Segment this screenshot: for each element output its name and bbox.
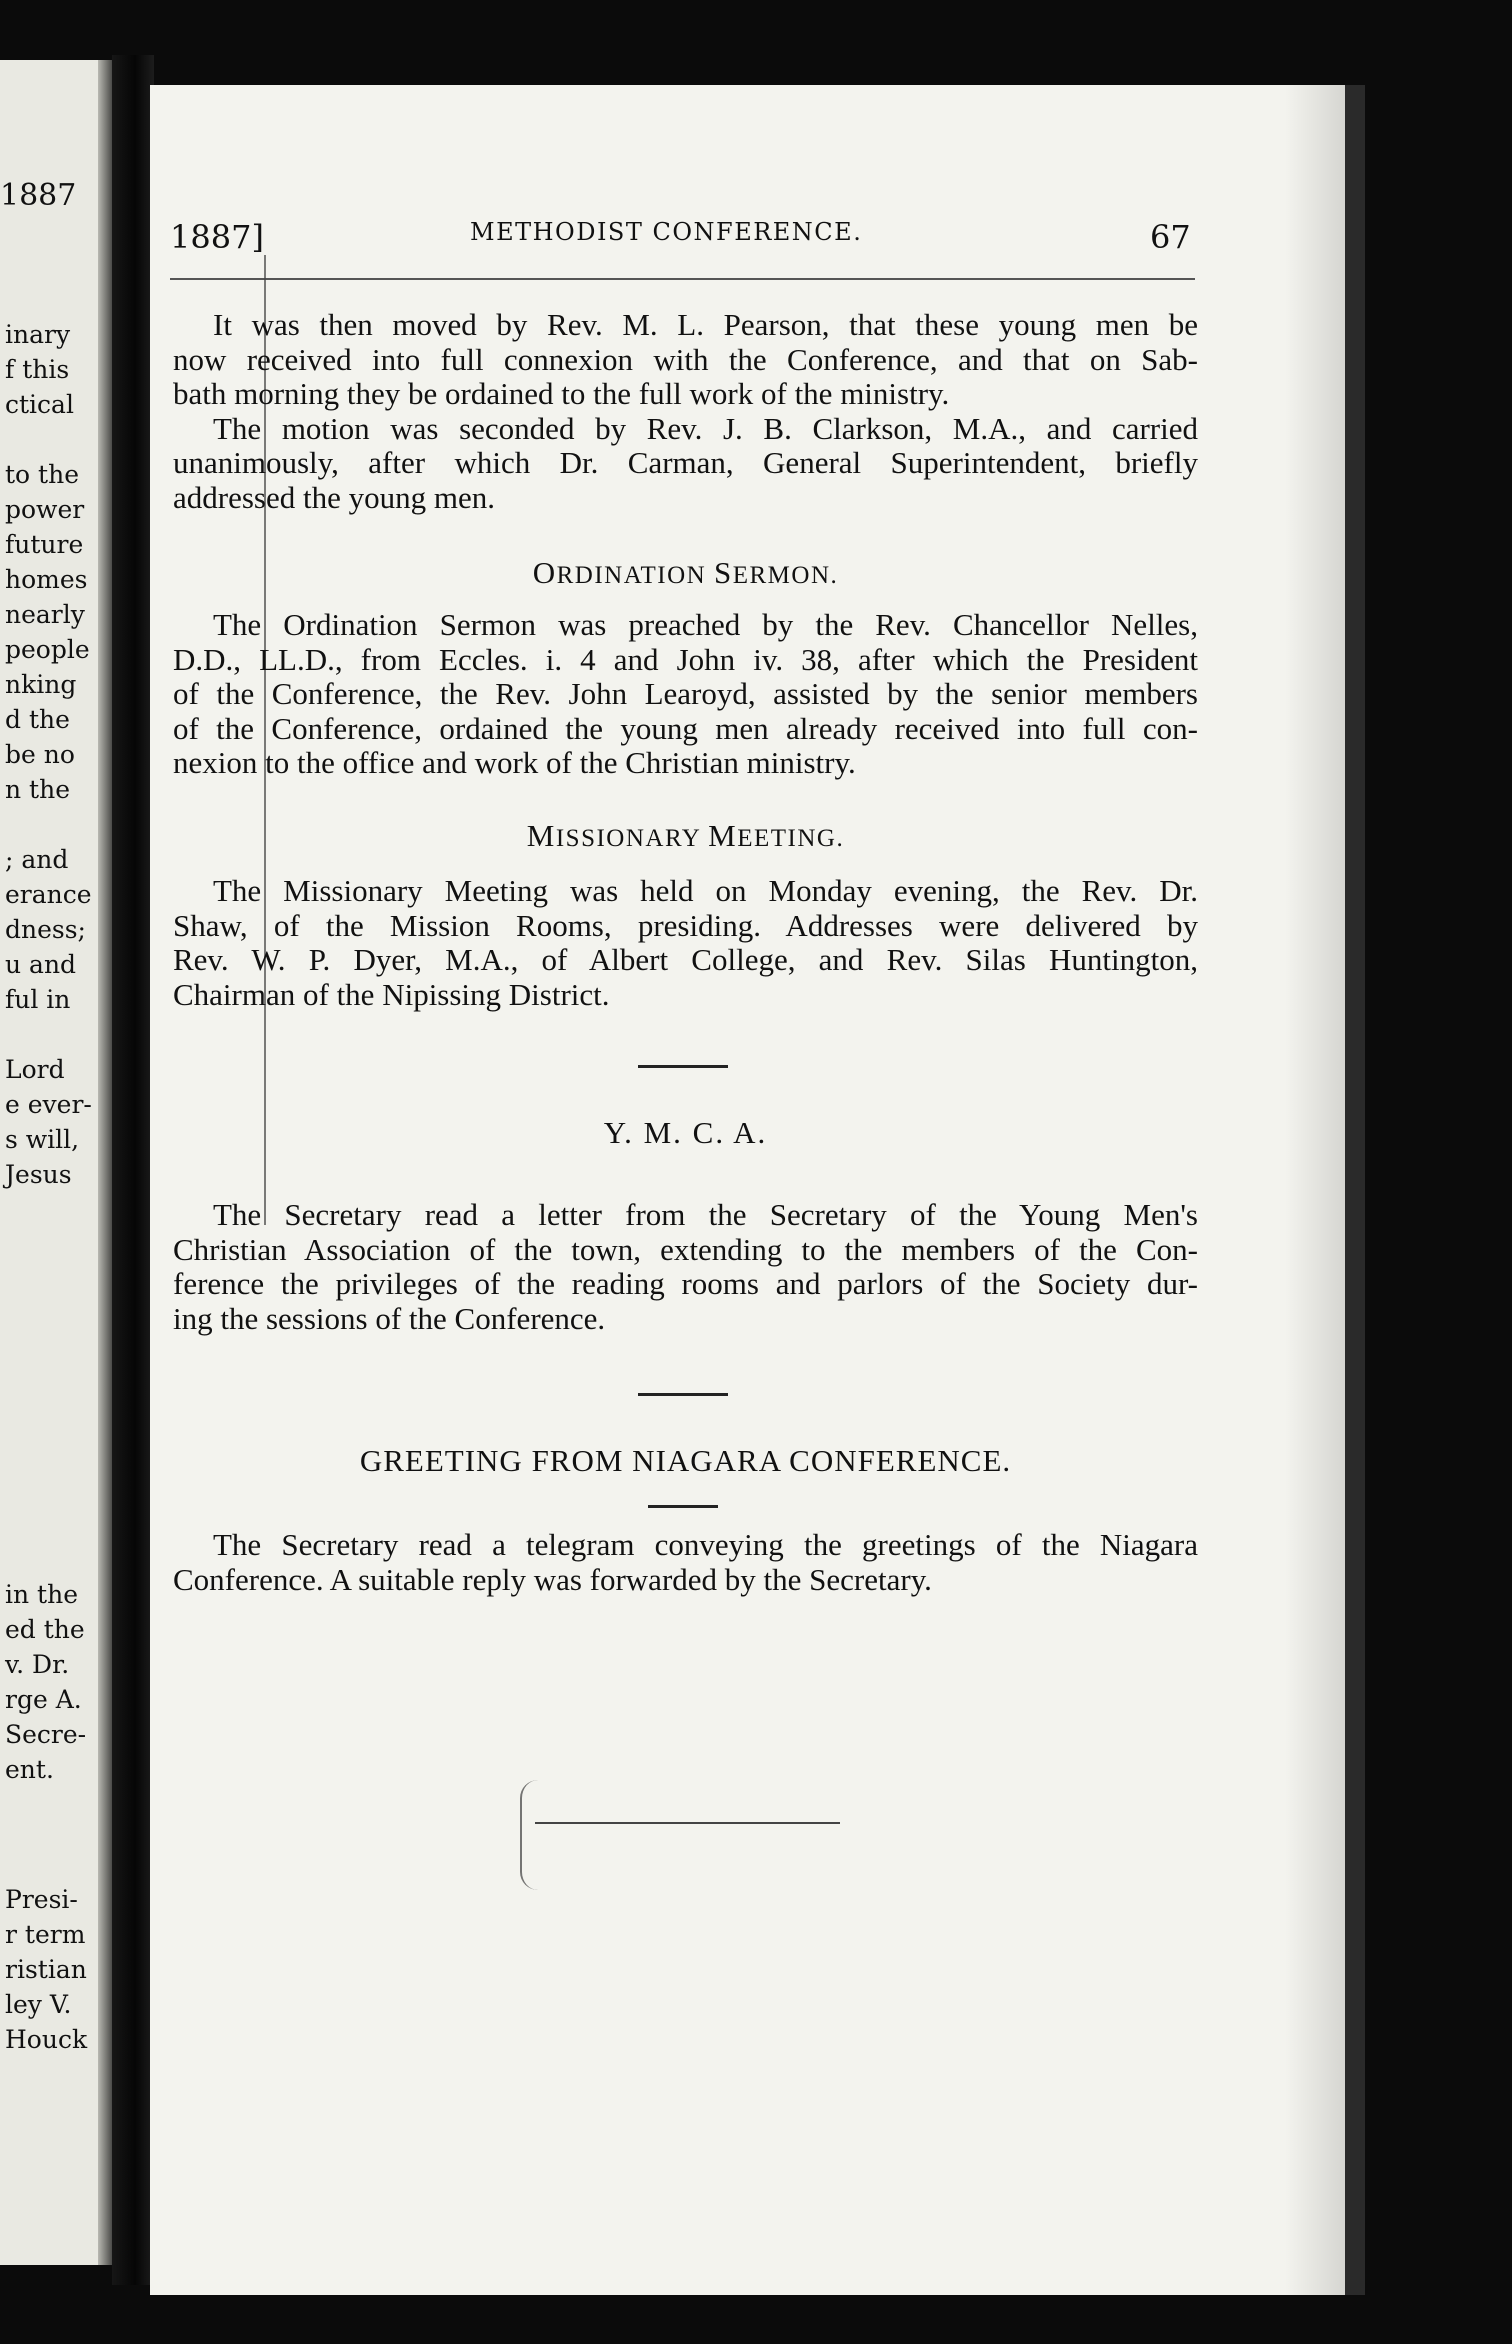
facing-page-fragment: Jesus — [5, 1160, 72, 1189]
facing-page-fragment: f this — [5, 355, 70, 384]
facing-page-fragment: rge A. — [5, 1685, 82, 1714]
running-head-title: METHODIST CONFERENCE. — [470, 218, 863, 246]
facing-page-fragment: in the — [5, 1580, 78, 1609]
text-line: Chairman of the Nipissing District. — [173, 976, 610, 1012]
facing-page-fragment: Houck — [5, 2025, 88, 2054]
facing-page-fragment: r term — [5, 1920, 86, 1949]
heading-ymca: Y. M. C. A. — [603, 1115, 768, 1150]
paragraph-missionary — [173, 874, 1198, 1012]
paragraph-ymca — [173, 1198, 1198, 1336]
heading-ordination-sermon: ORDINATION SERMON. — [532, 555, 839, 590]
paragraph-admission — [173, 308, 1198, 515]
text-line: The motion was seconded by Rev. J. B. Clarkson, M.A., and carried — [213, 410, 1198, 446]
section-divider — [648, 1505, 718, 1508]
facing-page-fragment: future — [5, 530, 84, 559]
facing-page-fragment: Lord — [5, 1055, 65, 1084]
text-line: ing the sessions of the Conference. — [173, 1300, 606, 1336]
text-line: It was then moved by Rev. M. L. Pearson, that these young men be — [213, 307, 1198, 342]
facing-page-fragment: dness; — [5, 915, 86, 944]
section-divider — [638, 1393, 728, 1396]
text-line: D.D., LL.D., from Eccles. i. 4 and John iv. 38, after which the President — [173, 641, 1198, 677]
facing-page-fragment: s will, — [5, 1125, 80, 1154]
text-line: The Ordination Sermon was preached by the Rev. Chancellor Nelles, — [213, 607, 1198, 642]
facing-page-fragment: ristian — [5, 1955, 87, 1984]
book-gutter — [112, 55, 154, 2285]
facing-page-fragment: d the — [5, 705, 70, 734]
header-rule — [170, 278, 1195, 280]
page-edge-right — [1345, 85, 1365, 2295]
text-line: addressed the young men. — [173, 479, 495, 515]
facing-page-fragment: ctical — [5, 390, 74, 419]
page-number: 67 — [1150, 218, 1191, 256]
text-line: of the Conference, ordained the young men already received into full con- — [173, 710, 1198, 746]
facing-page-fragment: power — [5, 495, 85, 524]
text-line: bath morning they be ordained to the full work of the ministry. — [173, 376, 950, 411]
text-line: The Secretary read a letter from the Secretary of the Young Men's — [213, 1197, 1198, 1232]
text-line: Conference. A suitable reply was forwarded by the Secretary. — [173, 1561, 932, 1597]
heading-greeting-niagara: GREETING FROM NIAGARA CONFERENCE. — [359, 1443, 1012, 1478]
text-line: ference the privileges of the reading rooms and parlors of the Society dur- — [173, 1266, 1198, 1301]
text-line: now received into full connexion with the Conference, and that on Sab- — [173, 341, 1198, 377]
facing-page — [0, 60, 112, 2265]
facing-page-fragment: Presi- — [5, 1885, 78, 1914]
facing-page-fragment: inary — [5, 320, 71, 349]
facing-page-fragment: to the — [5, 460, 79, 489]
facing-page-fragment: nearly — [5, 600, 85, 629]
closing-rule — [535, 1822, 840, 1824]
facing-page-fragment: Secre- — [5, 1720, 87, 1749]
facing-page-fragment: ley V. — [5, 1990, 72, 2019]
facing-page-fragment: erance — [5, 880, 92, 909]
pen-mark — [520, 1780, 538, 1890]
text-line: Rev. W. P. Dyer, M.A., of Albert College, and Rev. Silas Huntington, — [173, 942, 1198, 977]
facing-page-fragment: ful in — [5, 985, 71, 1014]
facing-page-fragment: v. Dr. — [5, 1650, 70, 1679]
paragraph-ordination — [173, 608, 1198, 781]
facing-page-fragment: ed the — [5, 1615, 85, 1644]
text-line: Christian Association of the town, extending to the members of the Con- — [173, 1231, 1198, 1267]
facing-page-fragment: ; and — [5, 845, 69, 874]
text-line: nexion to the office and work of the Christian ministry. — [173, 745, 856, 780]
facing-page-fragment: people — [5, 635, 90, 664]
facing-page-fragment: nking — [5, 670, 77, 699]
facing-page-fragment: n the — [5, 775, 70, 804]
section-divider — [638, 1065, 728, 1068]
heading-missionary-meeting: MISSIONARY MEETING. — [526, 818, 845, 853]
facing-page-fragment: 1887 — [0, 178, 77, 213]
paragraph-greeting — [173, 1528, 1198, 1597]
running-head-year: 1887] — [170, 218, 264, 256]
facing-page-fragment: be no — [5, 740, 75, 769]
text-line: The Secretary read a telegram conveying the greetings of the Niagara — [213, 1527, 1198, 1562]
facing-page-fragment: homes — [5, 565, 88, 594]
text-line: unanimously, after which Dr. Carman, General Superintendent, briefly — [173, 445, 1198, 480]
text-line: The Missionary Meeting was held on Monday evening, the Rev. Dr. — [213, 873, 1198, 908]
facing-page-fragment: ent. — [5, 1755, 54, 1784]
facing-page-fragment: e ever- — [5, 1090, 92, 1119]
facing-page-edge — [98, 60, 112, 2265]
text-line: Shaw, of the Mission Rooms, presiding. Addresses were delivered by — [173, 907, 1198, 943]
text-line: of the Conference, the Rev. John Learoyd, assisted by the senior members — [173, 676, 1198, 711]
facing-page-fragment: u and — [5, 950, 77, 979]
page-shade — [1285, 85, 1345, 2295]
